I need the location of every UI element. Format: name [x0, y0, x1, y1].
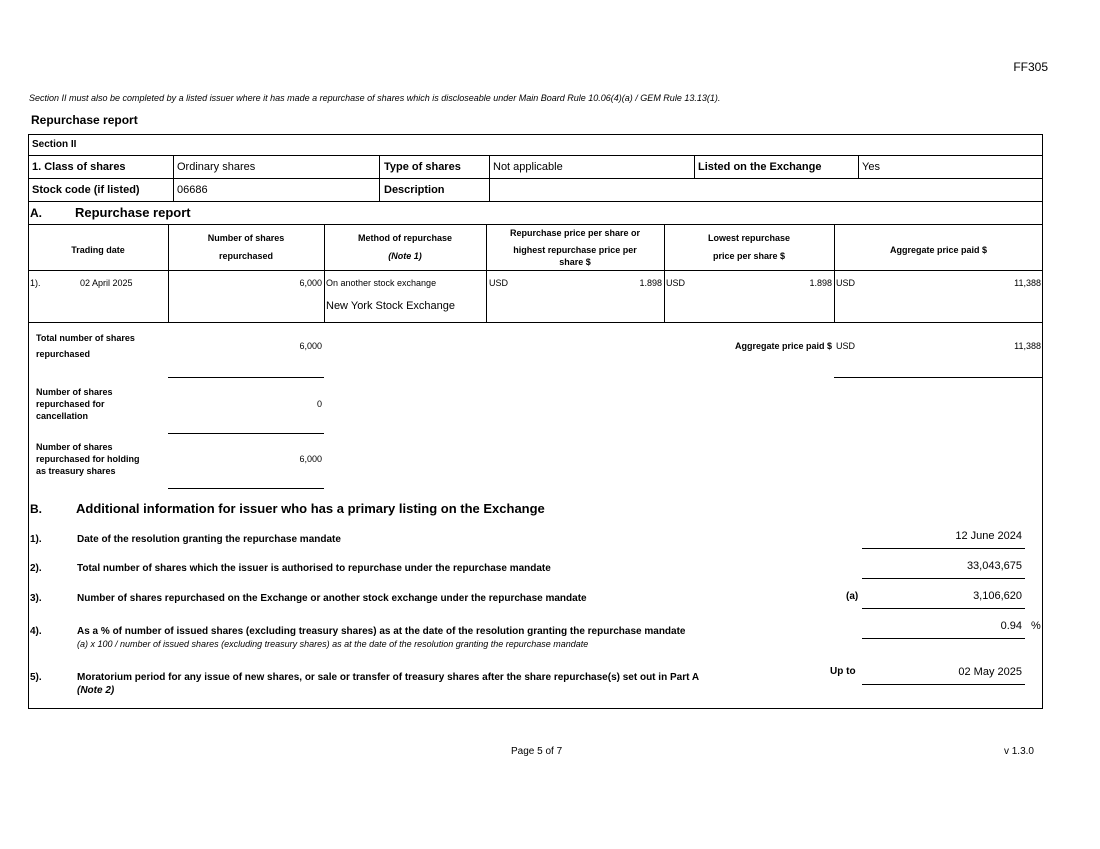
cancel-label-3: cancellation: [36, 411, 89, 421]
header-price-3: share $: [559, 257, 591, 267]
cancel-label-2: repurchased for: [36, 399, 105, 409]
total-agg-label: Aggregate price paid $: [734, 341, 832, 351]
item-label: Total number of shares which the issuer is authorised to repurchase under the repurchase mandate: [77, 563, 551, 574]
header-aggregate: Aggregate price paid $: [889, 245, 988, 255]
treasury-label-1: Number of shares: [36, 442, 113, 452]
header-num-shares-2: repurchased: [218, 251, 274, 261]
header-lowest-1: Lowest repurchase: [707, 233, 791, 243]
treasury-label-2: repurchased for holding: [36, 454, 140, 464]
header-lowest-2: price per share $: [712, 251, 786, 261]
type-of-shares-label: Type of shares: [384, 161, 461, 173]
divider: [28, 155, 1043, 156]
underline: [168, 433, 324, 434]
header-trading-date: Trading date: [71, 245, 125, 255]
divider: [379, 155, 380, 201]
item-value: 33,043,675: [966, 560, 1022, 572]
item-value: 02 May 2025: [958, 666, 1022, 678]
listed-value: Yes: [862, 161, 880, 173]
type-of-shares-value: Not applicable: [493, 161, 563, 173]
class-of-shares-value: Ordinary shares: [177, 161, 256, 173]
underline: [862, 548, 1025, 549]
row-price-currency: USD: [489, 278, 509, 288]
underline: [862, 578, 1025, 579]
row-lowest: 1.898: [809, 278, 832, 288]
row-method-1: On another stock exchange: [326, 278, 437, 288]
header-price-2: highest repurchase price per: [513, 245, 637, 255]
report-title: Repurchase report: [31, 113, 138, 127]
part-b-title: Additional information for issuer who has a primary listing on the Exchange: [76, 501, 545, 516]
item-sub: (Note 2): [77, 685, 115, 696]
item-value: 0.94: [1000, 620, 1022, 632]
item-label: Number of shares repurchased on the Exchange or another stock exchange under the repurchase mandate: [77, 593, 587, 604]
underline: [862, 684, 1025, 685]
underline: [862, 608, 1025, 609]
item-index: 2).: [30, 563, 42, 574]
divider: [694, 155, 695, 178]
stock-code-label: Stock code (if listed): [32, 184, 140, 196]
header-method-1: Method of repurchase: [357, 233, 452, 243]
row-agg-currency: USD: [836, 278, 856, 288]
cancel-value: 0: [316, 399, 322, 409]
total-shares-label-1: Total number of shares: [36, 333, 135, 343]
total-shares-label-2: repurchased: [36, 349, 91, 359]
item-sub: (a) x 100 / number of issued shares (excluding treasury shares) as at the date of the resolution granting the repurchase mandate: [77, 639, 589, 649]
item-label: As a % of number of issued shares (excluding treasury shares) as at the date of the resolution granting the repurchase mandate: [77, 626, 686, 637]
divider: [858, 155, 859, 178]
divider: [324, 224, 325, 322]
class-of-shares-label: 1. Class of shares: [32, 161, 126, 173]
item-label: Date of the resolution granting the repurchase mandate: [77, 534, 341, 545]
item-index: 1).: [30, 534, 42, 545]
form-code: FF305: [1013, 60, 1048, 74]
intro-note: Section II must also be completed by a listed issuer where it has made a repurchase of shares which is discloseable under Main Board Rule 10.06(4)(a) / GEM Rule 13.13(1).: [29, 93, 721, 103]
part-a-title: Repurchase report: [75, 205, 191, 220]
item-index: 5).: [30, 672, 42, 683]
row-price: 1.898: [639, 278, 662, 288]
header-price-1: Repurchase price per share or: [509, 228, 641, 238]
item-unit: %: [1031, 620, 1041, 632]
cancel-label-1: Number of shares: [36, 387, 113, 397]
underline: [168, 488, 324, 489]
divider: [834, 224, 835, 322]
treasury-label-3: as treasury shares: [36, 466, 116, 476]
item-tag: Up to: [830, 666, 856, 677]
total-agg-value: 11,388: [1014, 341, 1041, 351]
underline: [862, 638, 1025, 639]
part-b-letter: B.: [30, 502, 42, 516]
item-tag: (a): [846, 591, 859, 602]
version: v 1.3.0: [1003, 746, 1034, 757]
divider: [168, 224, 169, 322]
divider: [486, 224, 487, 322]
item-value: 3,106,620: [973, 590, 1022, 602]
total-agg-currency: USD: [836, 341, 856, 351]
row-index: 1).: [30, 278, 41, 288]
item-value: 12 June 2024: [955, 530, 1022, 542]
row-method-2: New York Stock Exchange: [326, 300, 456, 312]
row-agg: 11,388: [1014, 278, 1041, 288]
row-shares: 6,000: [299, 278, 322, 288]
divider: [28, 178, 1043, 179]
item-index: 4).: [30, 626, 42, 637]
item-label: Moratorium period for any issue of new shares, or sale or transfer of treasury shares after the share repurchase(s) set out in Part A: [77, 672, 700, 683]
underline: [834, 377, 1043, 378]
stock-code-value: 06686: [177, 184, 208, 196]
listed-label: Listed on the Exchange: [698, 161, 822, 173]
part-a-letter: A.: [30, 206, 42, 220]
total-shares-value: 6,000: [299, 341, 322, 351]
page-number: Page 5 of 7: [511, 746, 563, 757]
header-num-shares-1: Number of shares: [207, 233, 285, 243]
item-index: 3).: [30, 593, 42, 604]
divider: [28, 322, 1043, 323]
row-date: 02 April 2025: [80, 278, 133, 288]
divider: [173, 155, 174, 201]
divider: [664, 224, 665, 322]
divider: [28, 224, 1043, 225]
divider: [28, 270, 1043, 271]
section-label: Section II: [32, 139, 77, 150]
description-label: Description: [384, 184, 445, 196]
underline: [168, 377, 324, 378]
divider: [28, 201, 1043, 202]
treasury-value: 6,000: [299, 454, 322, 464]
divider: [489, 155, 490, 201]
header-method-2: (Note 1): [388, 251, 422, 261]
row-lowest-currency: USD: [666, 278, 686, 288]
